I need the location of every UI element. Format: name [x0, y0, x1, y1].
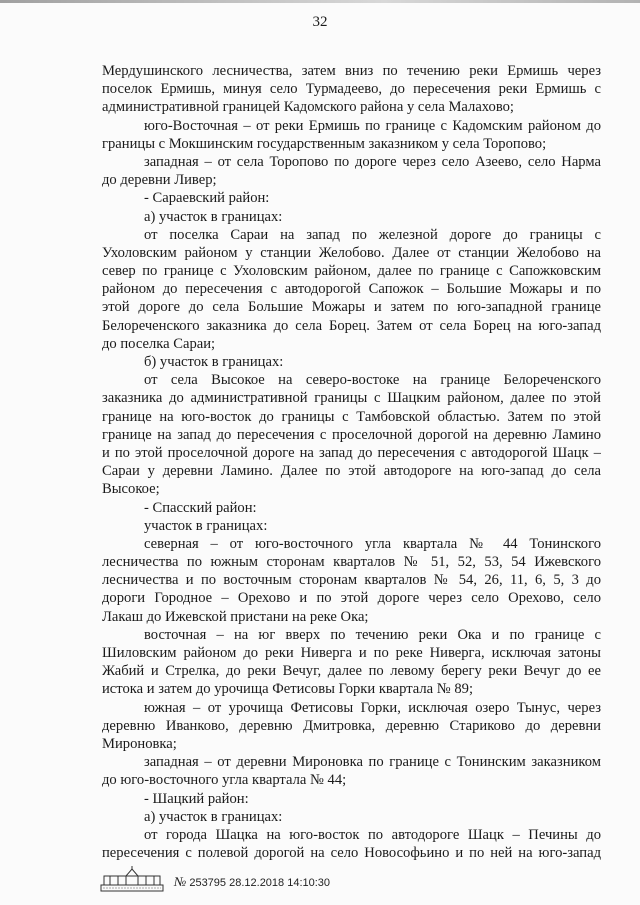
- text-line: пересечения с полевой дорогой на село Новософьино и по ней на юго-запад: [102, 845, 601, 862]
- text-line: восточная – на юг вверх по течению реки Ока и по границе с: [144, 626, 601, 643]
- document-footer: [100, 866, 330, 897]
- text-line: границы с Мокшинским государственным заказником у села Торопово;: [102, 135, 547, 152]
- text-line: районом до пересечения с автодорогой Сапожок – Большие Можары и по: [102, 281, 601, 298]
- number-sign: №: [174, 873, 187, 889]
- scan-edge-artifact: [0, 0, 640, 3]
- text-line: - Спасский район:: [144, 499, 257, 516]
- text-line: до деревни Ливер;: [102, 172, 217, 189]
- text-line: западная – от села Торопово по дороге через село Азеево, село Нарма: [144, 153, 601, 170]
- text-line: лесничества и по восточным сторонам кварталов № 54, 26, 11, 6, 5, 3 до: [102, 572, 601, 589]
- text-line: границе на запад до пересечения с проселочной дорогой на деревню Ламино: [102, 426, 601, 443]
- text-line: север по границе с Ухоловским районом, далее по границе с Сапожковским: [102, 263, 601, 280]
- text-line: от села Высокое на северо-востоке на границе Белореченского: [144, 372, 601, 389]
- text-line: заказника до административной границы с Шацким районом, далее по этой: [102, 390, 601, 407]
- page-number: 32: [312, 14, 328, 30]
- text-line: Жабий и Стрелка, до реки Вечуг, далее по левому берегу реки Вечуг до ее: [102, 663, 601, 680]
- building-stamp-icon: [100, 866, 164, 897]
- text-line: Мердушинского лесничества, затем вниз по течению реки Ермишь через: [102, 63, 601, 79]
- text-line: Белореченского заказника до села Борец. Затем от села Борец на юго-запад: [102, 317, 601, 334]
- text-line: административной границей Кадомского района у села Малахово;: [102, 99, 514, 116]
- text-line: Ухоловским районом у станции Желобово. Далее от станции Желобово на: [102, 244, 601, 261]
- text-line: Сараи у деревни Ламино. Далее по этой автодороге на юго-запад до села: [102, 463, 601, 480]
- text-line: этой дороге до села Большие Можары и затем по юго-западной границе: [102, 299, 601, 316]
- text-line: западная – от деревни Мироновка по границе с Тонинским заказником: [144, 754, 601, 771]
- text-line: юго-Восточная – от реки Ермишь по границе с Кадомским районом до: [144, 117, 601, 134]
- document-body: [102, 62, 601, 862]
- registration-datetime: 28.12.2018 14:10:30: [229, 876, 331, 889]
- text-line: южная – от урочища Фетисовы Горки, исключая озеро Тынус, через: [144, 699, 601, 716]
- registration-stamp-text: [174, 874, 330, 890]
- text-line: истока и затем до урочища Фетисовы Горки квартала № 89;: [102, 681, 473, 698]
- text-line: Мироновка;: [102, 735, 177, 752]
- text-line: а) участок в границах:: [144, 208, 283, 225]
- text-line: а) участок в границах:: [144, 808, 283, 825]
- text-line: б) участок в границах:: [144, 354, 284, 370]
- text-line: деревню Иванково, деревню Дмитровка, деревню Стариково до деревни: [102, 717, 601, 734]
- text-line: до юго-восточного угла квартала № 44;: [102, 772, 347, 789]
- text-line: Лакаш до Ижевской пристани на реке Ока;: [102, 608, 369, 625]
- text-line: - Сараевский район:: [144, 190, 270, 207]
- text-line: от поселка Сараи на запад по железной дороге до границы с: [144, 226, 601, 243]
- text-line: и по этой проселочной дороге на запад до пересечения с автодорогой Шацк –: [102, 444, 601, 461]
- text-line: поселок Ермишь, минуя село Турмадеево, до пересечения реки Ермишь с: [102, 81, 601, 98]
- text-line: Высокое;: [102, 481, 160, 498]
- text-line: лесничества по южным сторонам кварталов № 51, 52, 53, 54 Ижевского: [102, 554, 601, 571]
- text-line: Шиловским районом до реки Ниверга и по реке Ниверга, исключая затоны: [102, 645, 601, 661]
- registration-number: 253795: [189, 876, 227, 889]
- text-line: границе на юго-восток до границы с Тамбовской областью. Затем по этой: [102, 408, 601, 425]
- text-line: до поселка Сараи;: [102, 335, 216, 352]
- text-line: дороги Городное – Орехово и по этой дороге через село Орехово, село: [102, 590, 601, 607]
- text-line: северная – от юго-восточного угла квартала № 44 Тонинского: [144, 535, 601, 552]
- text-line: от города Шацка на юго-восток по автодороге Шацк – Печины до: [144, 826, 601, 843]
- text-line: участок в границах:: [144, 517, 268, 534]
- text-line: - Шацкий район:: [144, 790, 249, 807]
